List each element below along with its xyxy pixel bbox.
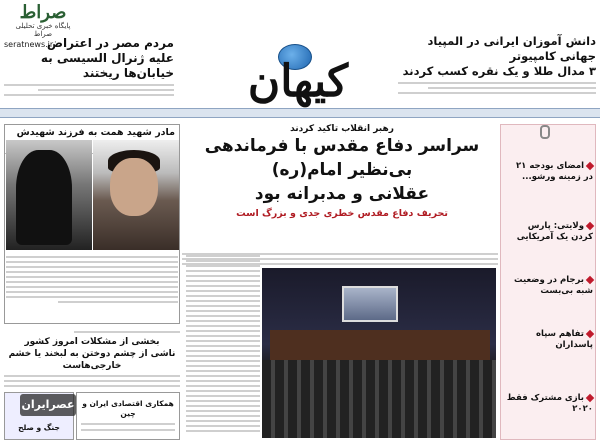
sidebar-item-4[interactable]: تفاهم سپاه پاسداران xyxy=(535,329,593,350)
watermark-badge: عصرایران xyxy=(20,394,76,416)
lead-headline-1: سراسر دفاع مقدس با فرماندهی بی‌نظیر امام(ره) xyxy=(204,136,480,180)
diamond-bullet-icon xyxy=(586,221,594,229)
lead-photo-stage xyxy=(270,330,490,360)
diamond-bullet-icon xyxy=(586,275,594,283)
obituary-title: مادر شهید همت به فرزند شهیدش xyxy=(5,125,179,154)
sidebar-item-2[interactable]: ولایتی: پارس کردن یک آمریکایی xyxy=(516,221,593,242)
newspaper-logo: کیهان xyxy=(247,56,349,107)
lead-headline-2: عقلانی و مدبرانه بود xyxy=(254,184,430,204)
martyr-face xyxy=(110,158,158,216)
diamond-bullet-icon xyxy=(586,161,594,169)
sidebar-box xyxy=(500,124,596,440)
lead-kicker: رهبر انقلاب تاکید کردند xyxy=(290,124,394,134)
lead-column-text xyxy=(186,252,260,435)
diamond-bullet-icon xyxy=(586,329,594,337)
box-peace-war[interactable]: جنگ و صلح xyxy=(4,392,74,440)
paperclip-icon xyxy=(540,125,550,139)
lead-photo-screen xyxy=(342,286,398,322)
box-iran-china[interactable]: همکاری اقتصادی ایران و چین xyxy=(76,392,180,440)
economy-story[interactable]: بخشی از مشکلات امروز کشور ناشی از چشم دوختن به لبخند یا خشم خارجی‌هاست xyxy=(4,328,180,390)
watermark-logo: صراط پایگاه خبری تحلیلی صراط xyxy=(15,2,71,38)
lead-photo-audience xyxy=(262,360,496,438)
sidebar-item-5[interactable]: بازی مشترک فقط ۲۰۲۰ xyxy=(506,393,593,414)
lead-story[interactable] xyxy=(186,124,498,219)
veiled-figure xyxy=(16,150,72,245)
date-strip xyxy=(0,108,600,118)
sidebar-item-3[interactable]: برجام در وضعیت شبه بی‌بست xyxy=(514,275,593,296)
right-headline[interactable]: دانش آموزان ایرانی در المپیاد جهانی کامپیوتر ۳ مدال طلا و یک نقره کسب کردند xyxy=(398,34,596,97)
left-headline[interactable]: مردم مصر در اعتراض علیه ژنرال السیسی به خیابان‌ها ریختند xyxy=(4,36,174,99)
diamond-bullet-icon xyxy=(586,393,594,401)
sidebar-item-1[interactable]: امضای بودجه ۲۱ در زمینه ورشو... xyxy=(515,161,593,182)
lead-subheadline: تحریف دفاع مقدس خطری جدی و بزرگ است xyxy=(236,208,448,219)
obituary-text xyxy=(6,253,178,306)
watermark-site: seratnews.ir xyxy=(4,40,54,49)
